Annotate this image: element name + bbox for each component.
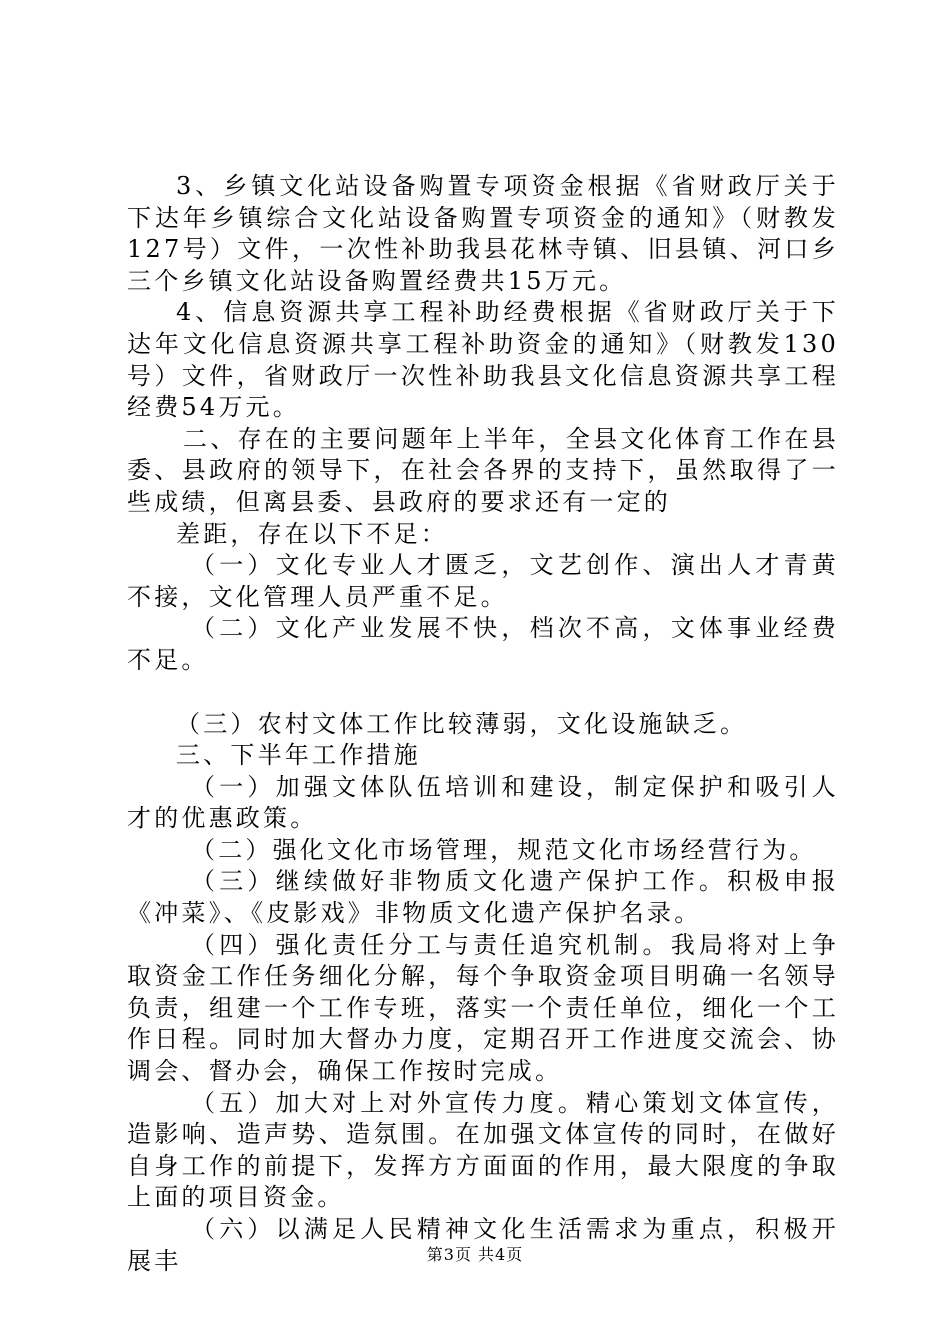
paragraph-main-problems: 二、存在的主要问题年上半年，全县文化体育工作在县委、县政府的领导下，在社会各界的支持下，虽然取得了一些成绩，但离县委、县政府的要求还有一定的	[127, 424, 839, 516]
paragraph-problem-3: （三）农村文体工作比较薄弱，文化设施缺乏。	[176, 709, 748, 738]
paragraph-measure-3: （三）继续做好非物质文化遗产保护工作。积极申报《冲菜》、《皮影戏》非物质文化遗产保护名录。	[127, 867, 839, 928]
paragraph-measure-6: （六）以满足人民精神文化生活需求为重点，积极开展丰	[127, 1215, 839, 1275]
paragraph-measure-4: （四）强化责任分工与责任追究机制。我局将对上争取资金工作任务细化分解，每个争取资金项目明确一名领导负责，组建一个工作专班，落实一个责任单位，细化一个工作日程。同时加大督办力度，定期召开工作进度交流会、协调会、督办会，确保工作按时完成。	[127, 930, 839, 1086]
paragraph-township-culture-station-fund: 3、乡镇文化站设备购置专项资金根据《省财政厅关于下达年乡镇综合文化站设备购置专项资金的通知》（财教发127号）文件，一次性补助我县花林寺镇、旧县镇、河口乡三个乡镇文化站设备购置经费共15万元。	[127, 172, 839, 295]
paragraph-measure-2: （二）强化文化市场管理，规范文化市场经营行为。	[191, 835, 817, 864]
paragraph-measure-5: （五）加大对上对外宣传力度。精心策划文体宣传，造影响、造声势、造氛围。在加强文体宣传的同时，在做好自身工作的前提下，发挥方方面面的作用，最大限度的争取上面的项目资金。	[127, 1088, 839, 1212]
paragraph-measure-1: （一）加强文体队伍培训和建设，制定保护和吸引人才的优惠政策。	[127, 772, 839, 833]
paragraph-problem-2: （二）文化产业发展不快，档次不高，文体事业经费不足。	[127, 614, 839, 674]
page-number-footer: 第3页 共4页	[426, 1245, 524, 1264]
section-heading-measures: 三、下半年工作措施	[176, 741, 421, 770]
paragraph-problem-1: （一）文化专业人才匮乏，文艺创作、演出人才青黄不接，文化管理人员严重不足。	[127, 551, 839, 611]
paragraph-shortcomings-intro: 差距，存在以下不足：	[176, 519, 448, 548]
document-body	[127, 171, 839, 1277]
paragraph-information-sharing-fund: 4、信息资源共享工程补助经费根据《省财政厅关于下达年文化信息资源共享工程补助资金的通知》（财教发130号）文件，省财政厅一次性补助我县文化信息资源共享工程经费54万元。	[127, 298, 839, 422]
paragraph-gap	[127, 677, 839, 709]
